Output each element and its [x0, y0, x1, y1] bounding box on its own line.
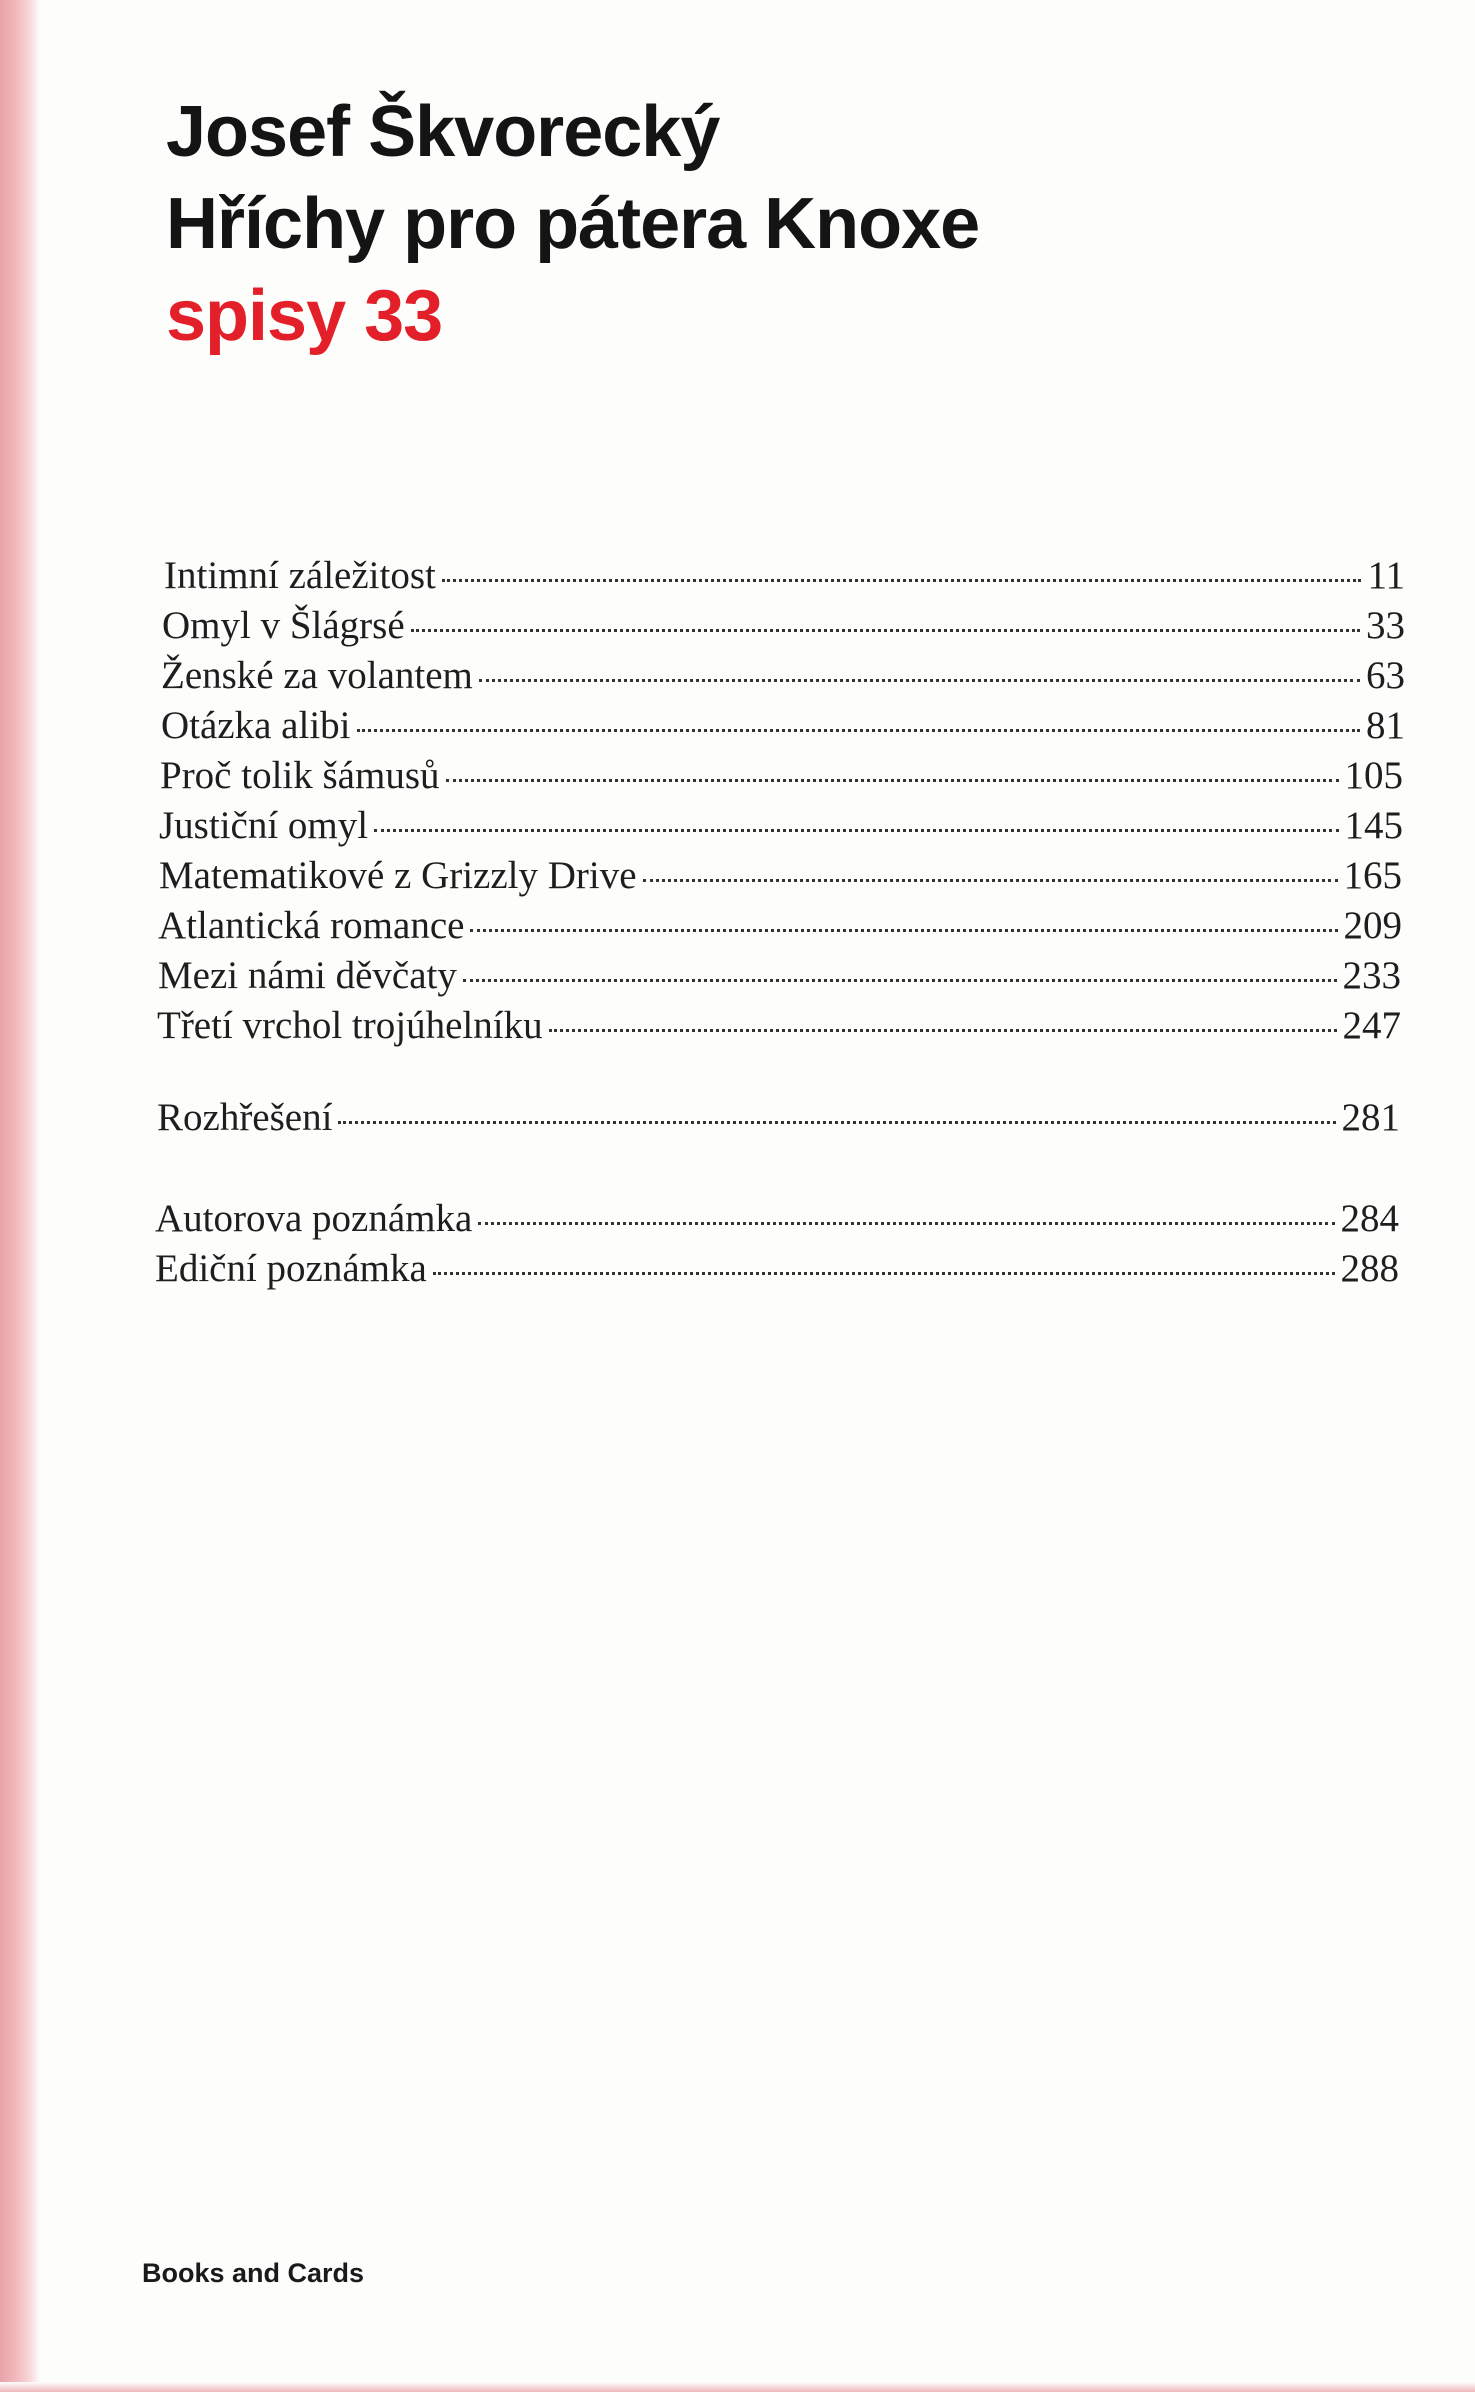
- toc-leader-dots: [643, 879, 1338, 882]
- toc-entry: [159, 803, 1403, 851]
- toc-entry: [157, 1095, 1400, 1143]
- toc-entry-page: 284: [1340, 1197, 1399, 1240]
- toc-entry-page: 281: [1341, 1096, 1400, 1139]
- toc-entry: [161, 703, 1405, 751]
- toc-leader-dots: [442, 579, 1362, 582]
- toc-entry-title: Mezi námi děvčaty: [158, 954, 457, 997]
- toc-entry-title: Intimní záležitost: [164, 554, 436, 597]
- publisher-name: Books and Cards: [142, 2258, 365, 2288]
- toc-entry-page: 33: [1366, 604, 1405, 647]
- toc-leader-dots: [411, 629, 1360, 632]
- toc-leader-dots: [374, 829, 1338, 832]
- author-name: Josef Škvorecký: [166, 92, 720, 172]
- toc-entry-page: 233: [1342, 954, 1401, 997]
- toc-leader-dots: [479, 679, 1360, 682]
- toc-leader-dots: [357, 729, 1361, 732]
- toc-leader-dots: [463, 979, 1337, 982]
- toc-entry: [155, 1246, 1399, 1294]
- toc-entry-title: Autorova poznámka: [155, 1197, 473, 1240]
- toc-entry-page: 247: [1342, 1004, 1401, 1047]
- toc-entry: [155, 1196, 1399, 1244]
- toc-entry: [161, 653, 1405, 701]
- toc-entry: [158, 953, 1401, 1001]
- toc-entry-page: 209: [1343, 904, 1402, 947]
- toc-leader-dots: [446, 779, 1339, 782]
- toc-entry-title: Ediční poznámka: [155, 1247, 427, 1290]
- series-label: spisy 33: [166, 276, 443, 356]
- toc-entry-title: Třetí vrchol trojúhelníku: [157, 1004, 543, 1047]
- toc-entry-page: 11: [1367, 554, 1405, 597]
- toc-entry-title: Rozhřešení: [157, 1096, 333, 1139]
- toc-entry-title: Ženské za volantem: [161, 654, 473, 697]
- toc-entry: [162, 603, 1405, 651]
- book-title: Hříchy pro pátera Knoxe: [166, 184, 980, 264]
- toc-leader-dots: [470, 929, 1337, 932]
- toc-leader-dots: [338, 1121, 1335, 1124]
- toc-entry-page: 165: [1343, 854, 1402, 897]
- toc-leader-dots: [549, 1029, 1337, 1032]
- toc-entry-title: Justiční omyl: [159, 804, 369, 847]
- toc-entry-page: 288: [1340, 1247, 1399, 1290]
- toc-entry-title: Omyl v Šlágrsé: [162, 604, 405, 647]
- toc-leader-dots: [478, 1222, 1334, 1225]
- toc-entry-page: 105: [1344, 754, 1403, 797]
- toc-entry-title: Proč tolik šámusů: [160, 754, 440, 797]
- toc-leader-dots: [433, 1272, 1335, 1275]
- toc-entry: [160, 753, 1403, 801]
- toc-entry-title: Matematikové z Grizzly Drive: [159, 854, 637, 897]
- toc-entry-title: Otázka alibi: [161, 704, 351, 747]
- toc-entry: [157, 1003, 1401, 1051]
- toc-entry-page: 81: [1366, 704, 1405, 747]
- toc-entry-page: 63: [1366, 654, 1405, 697]
- toc-entry: [159, 853, 1402, 901]
- toc-entry: [158, 903, 1402, 951]
- toc-entry: [164, 553, 1405, 601]
- toc-entry-title: Atlantická romance: [158, 904, 465, 947]
- toc-entry-page: 145: [1344, 804, 1403, 847]
